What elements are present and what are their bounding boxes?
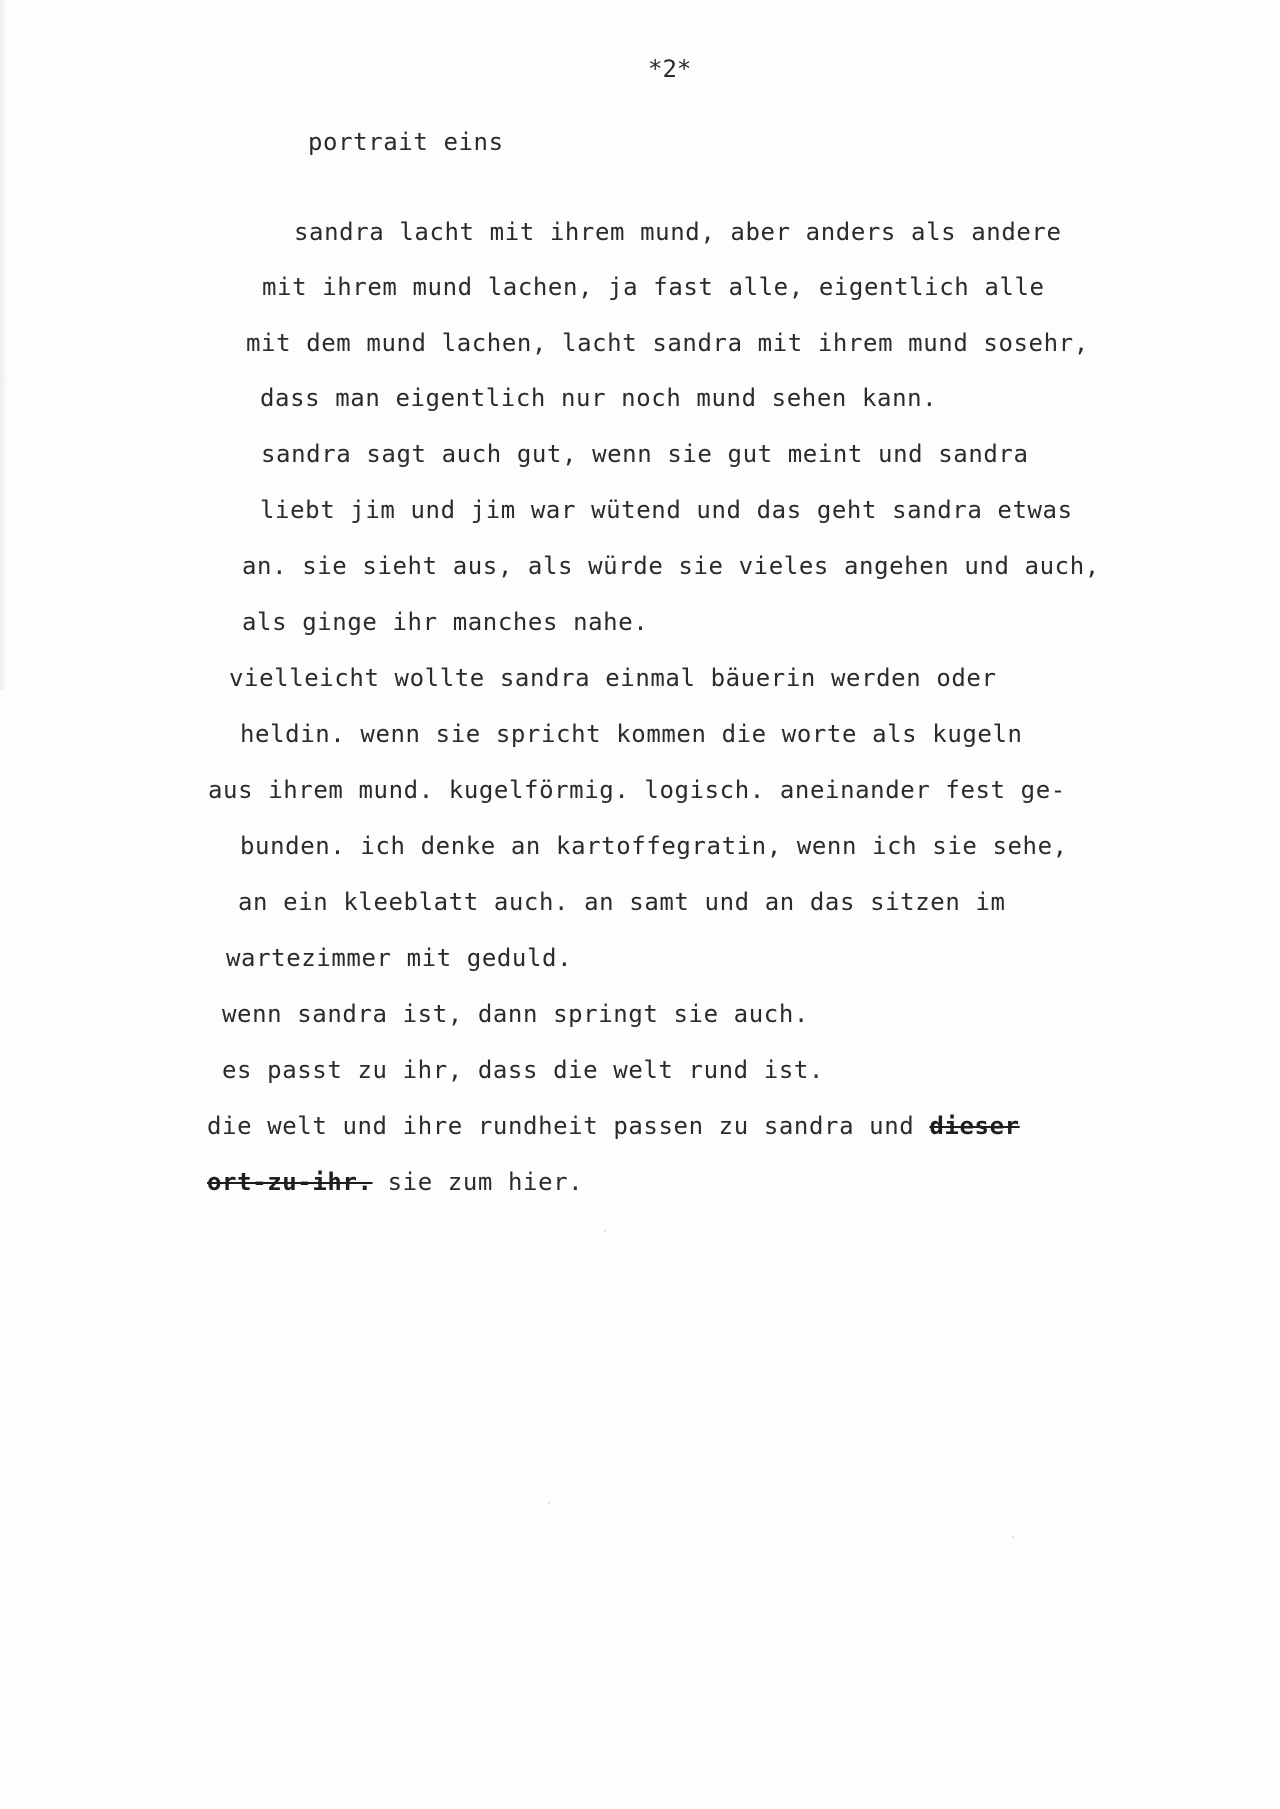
- text-line: dass man eigentlich nur noch mund sehen kann.: [260, 384, 938, 412]
- scan-edge-shadow: [0, 0, 8, 690]
- text-line: wenn sandra ist, dann springt sie auch.: [222, 1000, 809, 1028]
- text-segment: die welt und ihre rundheit passen zu sandra und: [207, 1112, 930, 1140]
- text-line: als ginge ihr manches nahe.: [242, 608, 649, 636]
- text-line: es passt zu ihr, dass die welt rund ist.: [222, 1056, 824, 1084]
- text-line-with-correction: [207, 1168, 583, 1196]
- poem-title: portrait eins: [308, 128, 504, 156]
- struck-through-word: dieser: [929, 1112, 1020, 1140]
- text-line: liebt jim und jim war wütend und das geht sandra etwas: [260, 496, 1073, 524]
- text-line: mit ihrem mund lachen, ja fast alle, eigentlich alle: [262, 273, 1045, 301]
- text-line: aus ihrem mund. kugelförmig. logisch. aneinander fest ge-: [208, 776, 1066, 804]
- text-line: an ein kleeblatt auch. an samt und an das sitzen im: [238, 888, 1006, 916]
- struck-through-phrase: ort-zu-ihr.: [207, 1168, 373, 1196]
- text-line: bunden. ich denke an kartoffegratin, wenn ich sie sehe,: [240, 832, 1068, 860]
- page-number: *2*: [648, 55, 692, 83]
- text-line: an. sie sieht aus, als würde sie vieles angehen und auch,: [242, 552, 1100, 580]
- text-segment: sie zum hier.: [372, 1168, 584, 1196]
- text-line: mit dem mund lachen, lacht sandra mit ihrem mund sosehr,: [246, 329, 1089, 357]
- paper-speck: [604, 1230, 606, 1232]
- text-line: sandra sagt auch gut, wenn sie gut meint und sandra: [261, 440, 1029, 468]
- paper-speck: [548, 1502, 550, 1504]
- text-line: heldin. wenn sie spricht kommen die worte als kugeln: [240, 720, 1023, 748]
- text-line: wartezimmer mit geduld.: [226, 944, 573, 972]
- text-line-with-correction: [207, 1112, 1020, 1140]
- text-line: vielleicht wollte sandra einmal bäuerin werden oder: [229, 664, 997, 692]
- paper-speck: [1012, 1536, 1014, 1538]
- text-line: sandra lacht mit ihrem mund, aber anders als andere: [294, 218, 1062, 246]
